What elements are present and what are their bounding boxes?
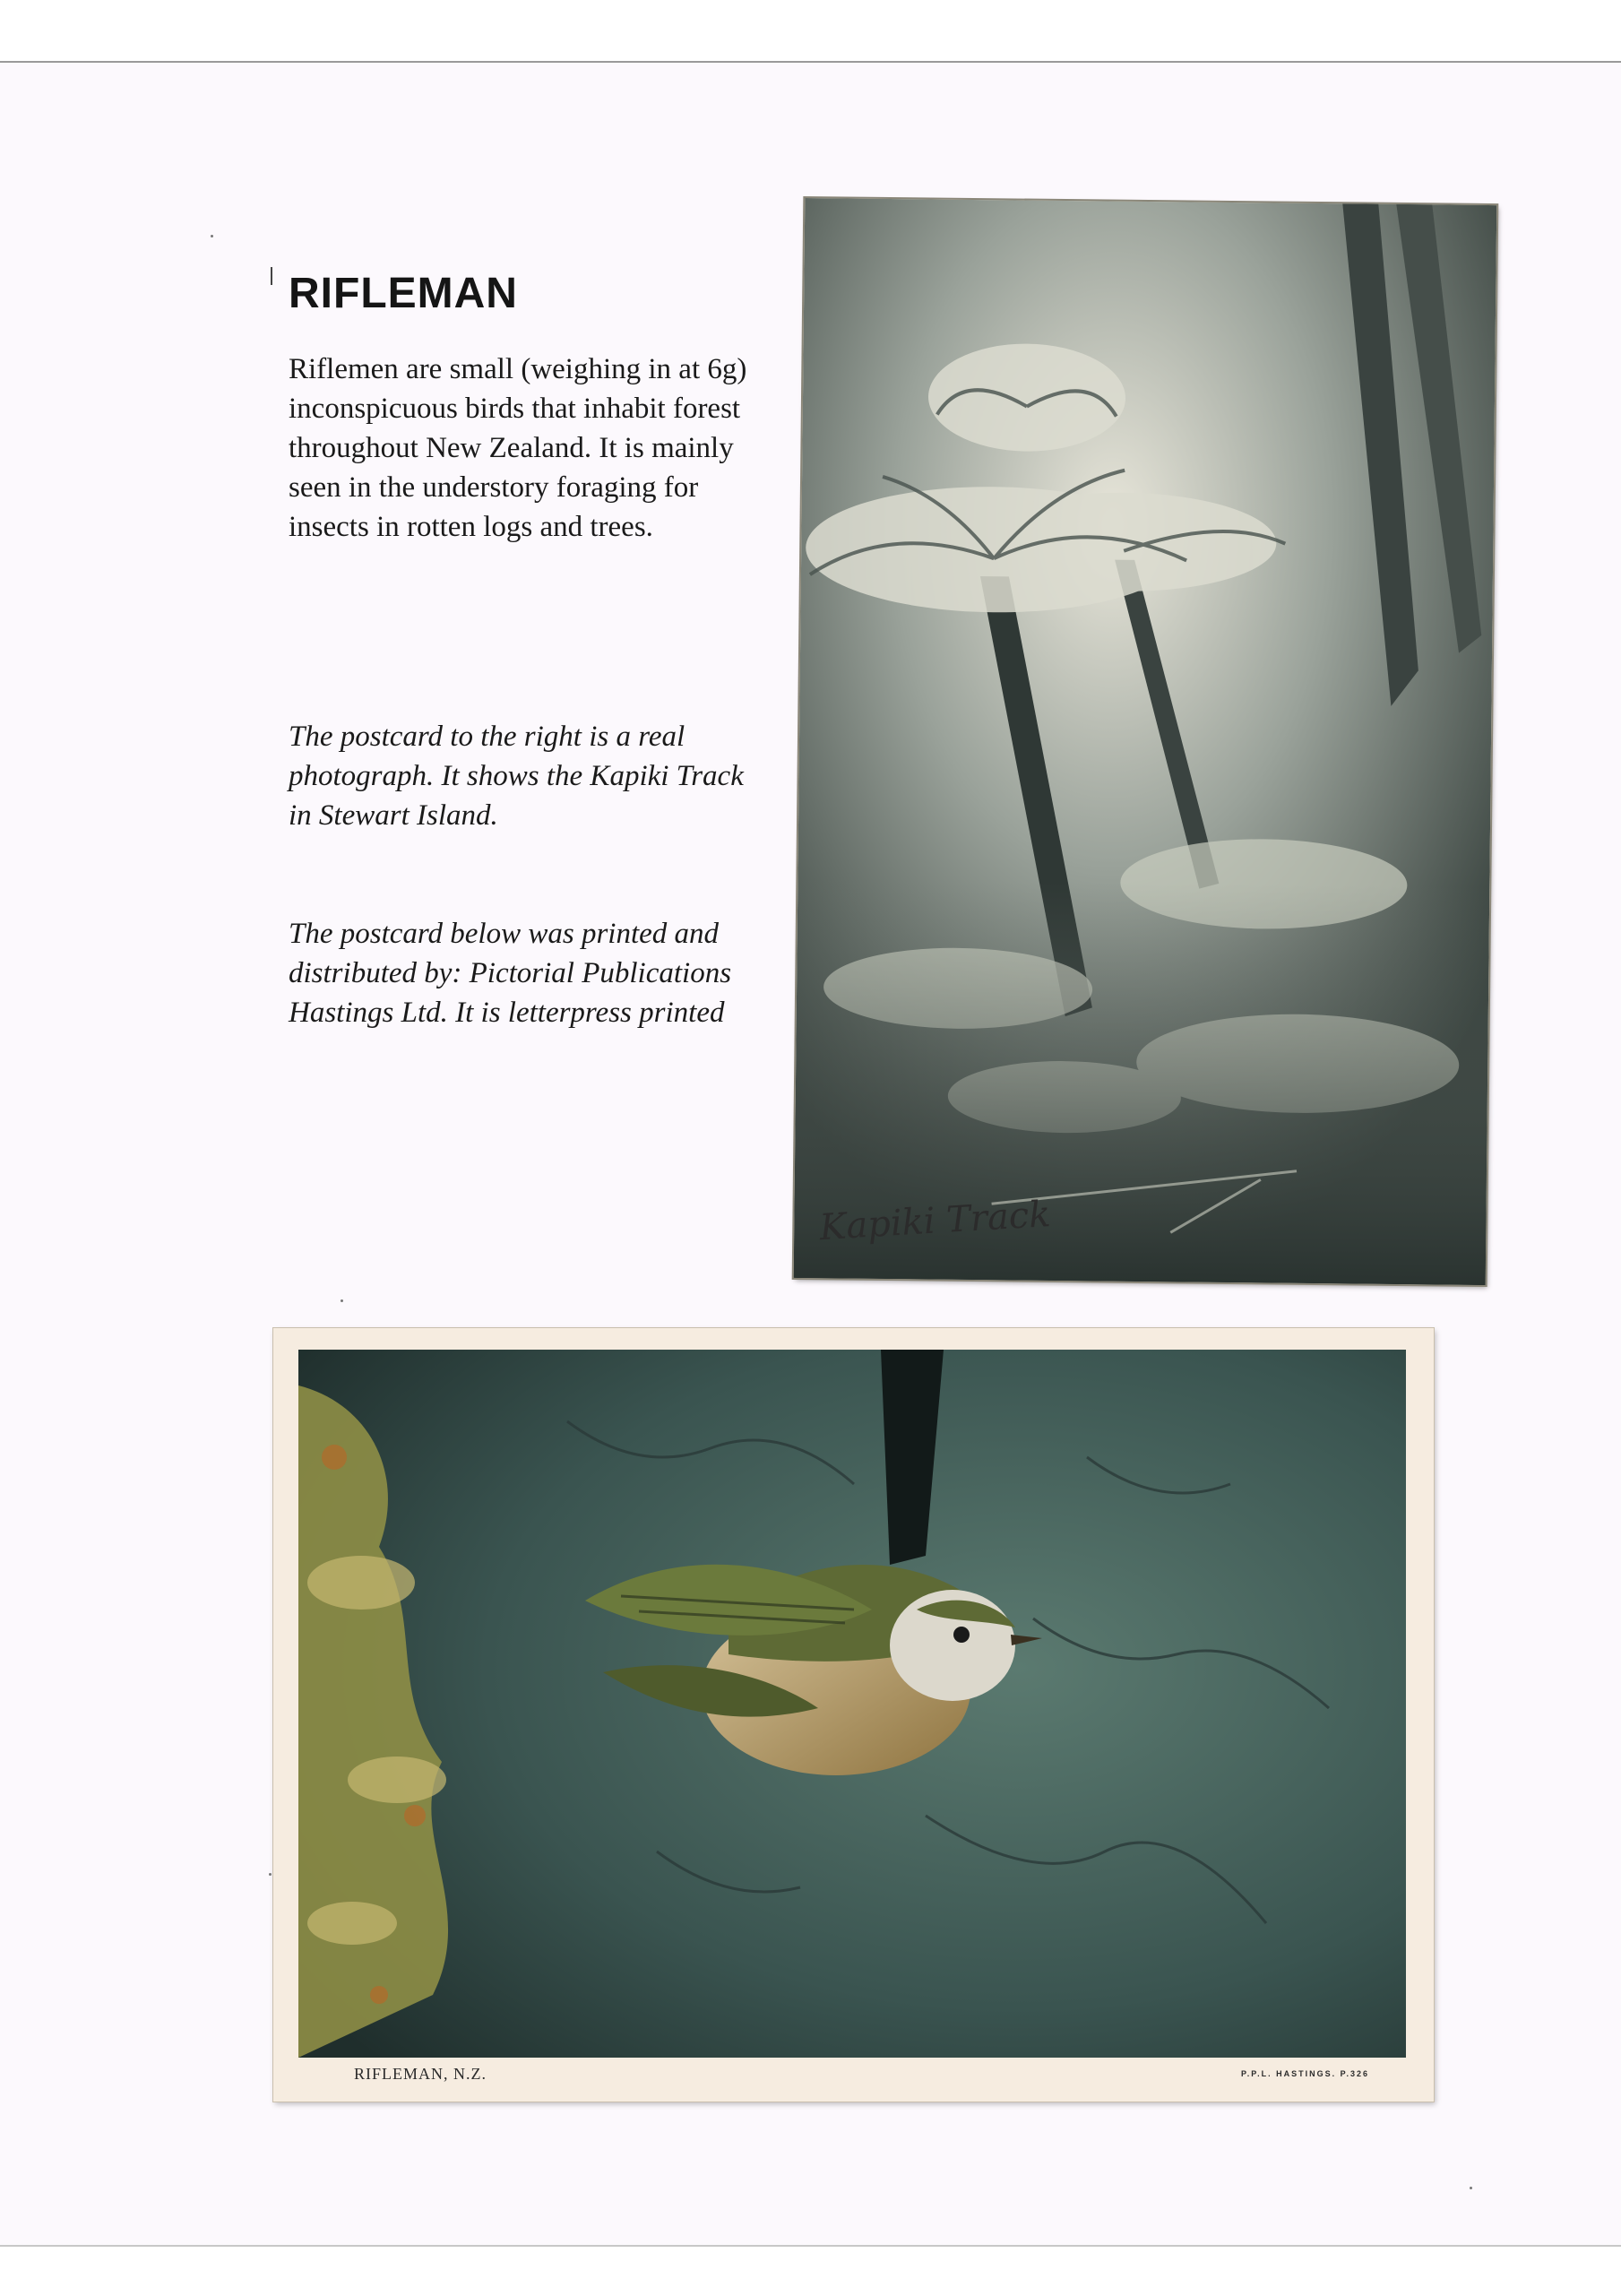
pen-mark	[271, 267, 272, 285]
publisher-code: P.P.L. HASTINGS. P.326	[1240, 2069, 1369, 2078]
page-title: RIFLEMAN	[289, 270, 518, 317]
photo-postcard-note: The postcard to the right is a real photograph. It shows the Kapiki Track in Stewart Island.	[289, 721, 744, 832]
scan-speck	[1470, 2187, 1472, 2189]
scan-top-margin	[0, 0, 1621, 63]
rifleman-printed-postcard	[273, 1328, 1434, 2102]
rifleman-photograph	[298, 1350, 1406, 2058]
intro-paragraph: Riflemen are small (weighing in at 6g) inconspicuous birds that inhabit forest throughout New Zealand. It is mainly seen in the understory foraging for insects in rotten logs and trees.	[289, 353, 747, 543]
scan-speck	[211, 235, 213, 237]
postcard-caption: RIFLEMAN, N.Z.	[354, 2065, 487, 2083]
kapiki-track-photo-postcard	[794, 198, 1497, 1285]
scan-bottom-margin	[0, 2245, 1621, 2296]
rifleman-on-bark-image	[298, 1350, 1406, 2058]
scan-speck	[269, 1873, 272, 1876]
handwritten-caption: Kapiki Track	[818, 1193, 1052, 1249]
forest-photograph	[794, 198, 1497, 1285]
printed-postcard-note: The postcard below was printed and distributed by: Pictorial Publications Hastings Ltd. It is letterpress printed	[289, 918, 732, 1029]
scan-speck	[341, 1299, 343, 1302]
